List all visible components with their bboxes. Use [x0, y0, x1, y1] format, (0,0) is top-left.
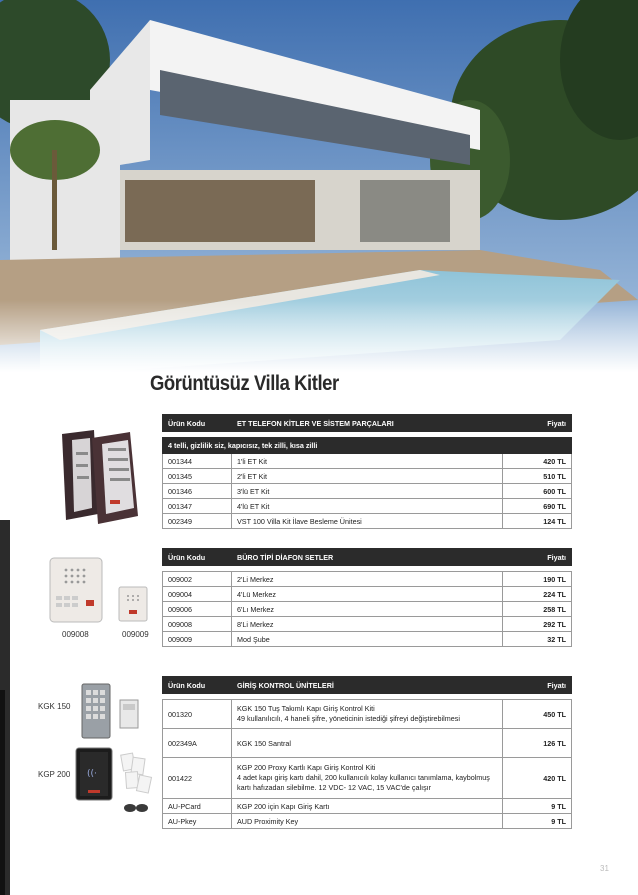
row-desc: 3'lü ET Kit — [232, 484, 503, 499]
header-code: Ürün Kodu — [163, 677, 232, 694]
row-desc — [232, 700, 503, 729]
table-row — [163, 469, 572, 484]
row-code: AU-PCard — [163, 799, 232, 814]
table-row — [163, 814, 572, 829]
et-kit-boxes-image — [58, 428, 144, 533]
row-desc: Mod Şube — [232, 632, 503, 647]
row-code: 001347 — [163, 499, 232, 514]
row-price: 258 TL — [503, 602, 572, 617]
row-desc: KGP 200 için Kapı Giriş Kartı — [232, 799, 503, 814]
row-price: 420 TL — [503, 758, 572, 799]
table-header-row — [163, 677, 572, 694]
row-code: AU-Pkey — [163, 814, 232, 829]
row-code: 009008 — [163, 617, 232, 632]
header-code: Ürün Kodu — [163, 549, 232, 566]
header-code: Ürün Kodu — [163, 415, 232, 432]
table-row — [163, 700, 572, 729]
header-desc: GİRİŞ KONTROL ÜNİTELERİ — [232, 677, 503, 694]
row-desc: 1'li ET Kit — [232, 454, 503, 469]
row-code: 001346 — [163, 484, 232, 499]
kgp200-reader-image — [74, 746, 154, 823]
table-row — [163, 602, 572, 617]
row-desc: 2'Li Merkez — [232, 572, 503, 587]
row-desc: VST 100 Villa Kit İlave Besleme Ünitesi — [232, 514, 503, 529]
row-price: 9 TL — [503, 814, 572, 829]
row-code: 001320 — [163, 700, 232, 729]
product-label-009008: 009008 — [62, 630, 89, 639]
row-price: 224 TL — [503, 587, 572, 602]
row-code: 002349A — [163, 729, 232, 758]
row-price: 600 TL — [503, 484, 572, 499]
row-price: 292 TL — [503, 617, 572, 632]
page-number: 31 — [600, 864, 609, 873]
row-code: 001344 — [163, 454, 232, 469]
table-row — [163, 729, 572, 758]
table-row — [163, 499, 572, 514]
row-price: 126 TL — [503, 729, 572, 758]
row-code: 009006 — [163, 602, 232, 617]
hero-villa-photo — [0, 0, 638, 372]
row-desc: 4'Lü Merkez — [232, 587, 503, 602]
row-code: 001422 — [163, 758, 232, 799]
diafon-9008-image — [48, 556, 104, 629]
row-price: 9 TL — [503, 799, 572, 814]
row-price: 32 TL — [503, 632, 572, 647]
row-price: 510 TL — [503, 469, 572, 484]
product-label-009009: 009009 — [122, 630, 149, 639]
product-label-kgk150: KGK 150 — [38, 702, 71, 711]
row-desc: 6'Lı Merkez — [232, 602, 503, 617]
table-subheader-row — [163, 438, 572, 454]
header-price: Fiyatı — [503, 415, 572, 432]
row-desc: 4'lü ET Kit — [232, 499, 503, 514]
row-desc: 2'li ET Kit — [232, 469, 503, 484]
product-label-kgp200: KGP 200 — [38, 770, 71, 779]
et-telefon-kit-table — [162, 414, 572, 529]
row-desc-line: kartı hafızadan silebilme. 12 VDC- 12 VAC, 15 VAC'de çalışır — [237, 783, 432, 792]
table-row — [163, 514, 572, 529]
table-header-row — [163, 549, 572, 566]
diafon-9009-image — [118, 586, 148, 627]
header-price: Fiyatı — [503, 677, 572, 694]
row-desc: AUD Proximity Key — [232, 814, 503, 829]
table-row — [163, 454, 572, 469]
table-row — [163, 758, 572, 799]
svg-text:((·: ((· — [87, 769, 97, 779]
row-price: 690 TL — [503, 499, 572, 514]
buro-diafon-table — [162, 548, 572, 647]
row-desc — [232, 758, 503, 799]
page-title: Görüntüsüz Villa Kitler — [150, 372, 339, 395]
table-row — [163, 799, 572, 814]
row-desc: KGK 150 Santral — [232, 729, 503, 758]
header-price: Fiyatı — [503, 549, 572, 566]
table-row — [163, 587, 572, 602]
row-desc-line: KGK 150 Tuş Takımlı Kapı Giriş Kontrol Kiti — [237, 704, 375, 713]
row-price: 450 TL — [503, 700, 572, 729]
table-row — [163, 484, 572, 499]
row-code: 002349 — [163, 514, 232, 529]
header-desc: BÜRO TİPİ DİAFON SETLER — [232, 549, 503, 566]
row-desc-line: 4 adet kapı giriş kartı dahil, 200 kullanıcılı kolay kullanıcı tanımlama, kaybolmuş — [237, 773, 490, 782]
header-desc: ET TELEFON KİTLER VE SİSTEM PARÇALARI — [232, 415, 503, 432]
table-header-row — [163, 415, 572, 432]
row-code: 009009 — [163, 632, 232, 647]
subheader-text: 4 telli, gizlilik siz, kapıcısız, tek zilli, kısa zilli — [163, 438, 572, 454]
table-row — [163, 617, 572, 632]
giris-kontrol-table — [162, 676, 572, 829]
row-price: 124 TL — [503, 514, 572, 529]
row-code: 009002 — [163, 572, 232, 587]
row-desc-line: KGP 200 Proxy Kartlı Kapı Giriş Kontrol Kiti — [237, 763, 376, 772]
row-price: 190 TL — [503, 572, 572, 587]
row-desc-line: 49 kullanılıcılı, 4 haneli şifre, yöneticinin istediği şifreyi değiştirebilmesi — [237, 714, 460, 723]
row-code: 009004 — [163, 587, 232, 602]
kgk150-keypad-image — [78, 682, 142, 747]
row-price: 420 TL — [503, 454, 572, 469]
side-accent-bar-dark — [0, 690, 5, 895]
table-row — [163, 632, 572, 647]
table-row — [163, 572, 572, 587]
row-desc: 8'Li Merkez — [232, 617, 503, 632]
row-code: 001345 — [163, 469, 232, 484]
